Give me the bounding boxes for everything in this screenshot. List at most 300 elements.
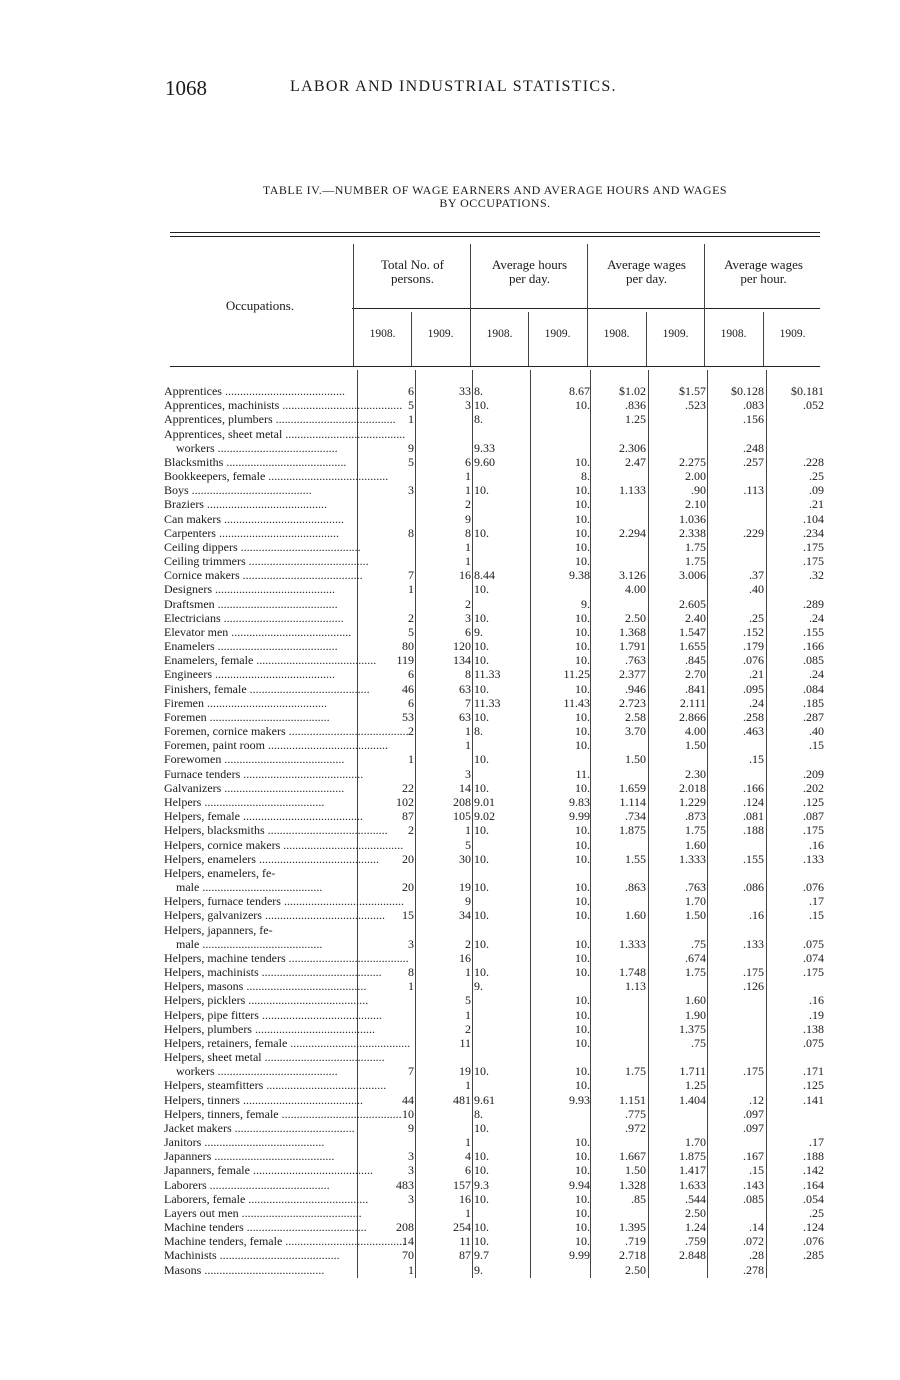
wages-hour-1908-cell: .072 (743, 1234, 764, 1249)
wages-day-1908-cell: 1.60 (625, 908, 646, 923)
table-row (164, 809, 826, 823)
table-row (164, 965, 826, 979)
year-header: 1908. (720, 328, 747, 340)
hours-1909-cell: 10. (575, 908, 590, 923)
persons-1909-cell: 2 (465, 596, 471, 611)
persons-1909-cell: 1 (465, 1007, 471, 1022)
wages-day-1908-cell: 1.13 (625, 979, 646, 994)
table-row (164, 483, 826, 497)
wages-day-1908-cell: 2.58 (625, 709, 646, 724)
wages-day-1908-cell: 2.306 (619, 440, 646, 455)
wages-day-1908-cell: 1.395 (619, 1220, 646, 1235)
wages-hour-1909-cell: .21 (809, 497, 824, 512)
occupation-cell: Firemen ........................................ (164, 695, 327, 710)
persons-1909-cell: 5 (465, 993, 471, 1008)
wages-hour-1909-cell: .285 (803, 1248, 824, 1263)
year-header: 1909. (779, 328, 806, 340)
persons-1909-cell: 1 (465, 483, 471, 498)
table-row (164, 526, 826, 540)
wages-day-1909-cell: 2.00 (685, 469, 706, 484)
wages-hour-1908-cell: .12 (749, 1092, 764, 1107)
wages-day-1909-cell: 1.75 (685, 554, 706, 569)
occupation-cell: Janitors ........................................ (164, 1135, 325, 1150)
hours-1908-cell: 10. (474, 1191, 489, 1206)
wages-hour-1908-cell: .28 (749, 1248, 764, 1263)
wages-hour-1909-cell: .125 (803, 1078, 824, 1093)
occupation-cell: Helpers, machine tenders ........................................ (164, 950, 409, 965)
wages-day-1909-cell: 1.633 (679, 1177, 706, 1192)
wages-day-1909-cell: 1.375 (679, 1021, 706, 1036)
persons-1909-cell: 2 (465, 936, 471, 951)
wages-day-1908-cell: 1.875 (619, 823, 646, 838)
hours-1909-cell: 10. (575, 738, 590, 753)
header-bottom-rule (170, 366, 820, 367)
hours-1909-cell: 9.94 (569, 1177, 590, 1192)
wages-hour-1909-cell: .175 (803, 965, 824, 980)
wages-day-1908-cell: 3.126 (619, 568, 646, 583)
hours-1908-cell: 9. (474, 1262, 483, 1277)
persons-1909-cell: 1 (465, 738, 471, 753)
occupation-cell: Carpenters ........................................ (164, 525, 339, 540)
wages-hour-1908-cell: .095 (743, 681, 764, 696)
wages-day-1908-cell: 1.328 (619, 1177, 646, 1192)
wages-day-1909-cell: 2.40 (685, 610, 706, 625)
occupation-cell: Helpers, blacksmiths ........................................ (164, 823, 388, 838)
header-line: Average wages (607, 257, 686, 272)
occupation-cell: Helpers, japanners, fe- (164, 922, 273, 937)
table-row (164, 611, 826, 625)
wages-hour-1909-cell: .142 (803, 1163, 824, 1178)
persons-1908-cell: 1 (408, 1262, 414, 1277)
persons-1908-cell: 22 (402, 780, 414, 795)
occupation-cell: Apprentices, plumbers ........................................ (164, 412, 396, 427)
occupation-cell: Helpers, pipe fitters ........................................ (164, 1007, 382, 1022)
top-rule (170, 232, 820, 233)
table-row (164, 696, 826, 710)
persons-1909-cell: 19 (459, 880, 471, 895)
wages-hour-1908-cell: .085 (743, 1191, 764, 1206)
table-row (164, 1206, 826, 1220)
header-line: Average wages (724, 257, 803, 272)
occupation-cell: Layers out men ........................................ (164, 1205, 362, 1220)
occupation-cell: Helpers, tinners ........................................ (164, 1092, 363, 1107)
occupations-header: Occupations. (225, 298, 295, 313)
persons-1908-cell: 3 (408, 1163, 414, 1178)
occupation-cell: Foremen ........................................ (164, 709, 330, 724)
persons-1909-cell: 5 (465, 837, 471, 852)
occupation-cell: Elevator men ........................................ (164, 624, 352, 639)
hours-1908-cell: 9.7 (474, 1248, 489, 1263)
table-row (164, 455, 826, 469)
persons-1908-cell: 1 (408, 752, 414, 767)
persons-1909-cell: 254 (453, 1220, 471, 1235)
wages-day-1909-cell: 1.60 (685, 993, 706, 1008)
page-number: 1068 (165, 76, 207, 100)
hours-1909-cell: 10. (575, 1035, 590, 1050)
occupation-cell: Blacksmiths ........................................ (164, 454, 347, 469)
hours-1908-cell: 10. (474, 1120, 489, 1135)
hours-1909-cell: 10. (575, 1078, 590, 1093)
table-row (164, 1178, 826, 1192)
persons-1909-cell: 3 (465, 398, 471, 413)
wages-hour-1909-cell: .133 (803, 851, 824, 866)
persons-1909-cell: 19 (459, 1064, 471, 1079)
hours-1909-cell: 10. (575, 1191, 590, 1206)
wages-hour-1909-cell: .185 (803, 695, 824, 710)
header-average-wages-hour (706, 258, 821, 286)
persons-1908-cell: 5 (408, 398, 414, 413)
hours-1909-cell: 10. (575, 1135, 590, 1150)
table-row (164, 554, 826, 568)
wages-hour-1909-cell: .09 (809, 483, 824, 498)
table-row (164, 838, 826, 852)
wages-hour-1909-cell: .138 (803, 1021, 824, 1036)
wages-day-1908-cell: .946 (625, 681, 646, 696)
persons-1908-cell: 3 (408, 483, 414, 498)
persons-1908-cell: 208 (396, 1220, 414, 1235)
occupation-cell: Laborers, female ........................................ (164, 1191, 369, 1206)
table-row (164, 979, 826, 993)
table-row (164, 1234, 826, 1248)
occupation-cell: Foremen, cornice makers ........................................ (164, 724, 409, 739)
table-row (164, 625, 826, 639)
occupation-cell: Helpers, tinners, female ........................................ (164, 1106, 402, 1121)
wages-hour-1909-cell: .287 (803, 709, 824, 724)
wages-hour-1908-cell: .21 (749, 667, 764, 682)
wages-day-1909-cell: 1.875 (679, 1149, 706, 1164)
wages-hour-1909-cell: .228 (803, 454, 824, 469)
hours-1909-cell: 8. (581, 469, 590, 484)
table-row (164, 894, 826, 908)
persons-1908-cell: 7 (408, 1064, 414, 1079)
wages-day-1908-cell: $1.02 (619, 384, 646, 398)
persons-1908-cell: 9 (408, 1120, 414, 1135)
occupation-cell: Galvanizers ........................................ (164, 780, 345, 795)
wages-hour-1909-cell: .155 (803, 624, 824, 639)
persons-1908-cell: 3 (408, 936, 414, 951)
hours-1909-cell: 10. (575, 511, 590, 526)
wages-hour-1909-cell: .24 (809, 610, 824, 625)
table-title-line-1: TABLE IV.—NUMBER OF WAGE EARNERS AND AVERAGE HOURS AND WAGES (262, 183, 728, 197)
wages-day-1909-cell: 2.10 (685, 497, 706, 512)
table-row (164, 752, 826, 766)
wages-hour-1908-cell: .081 (743, 809, 764, 824)
wages-hour-1909-cell: .075 (803, 936, 824, 951)
header-average-wages-day (589, 258, 704, 286)
persons-1909-cell: 11 (459, 1035, 471, 1050)
wages-day-1909-cell: $1.57 (679, 384, 706, 398)
occupation-cell: Bookkeepers, female ........................................ (164, 469, 389, 484)
wages-hour-1908-cell: .14 (749, 1220, 764, 1235)
hours-1908-cell: 10. (474, 1234, 489, 1249)
header-line: per hour. (740, 271, 787, 286)
wages-day-1908-cell: 1.791 (619, 639, 646, 654)
wages-hour-1909-cell: .188 (803, 1149, 824, 1164)
hours-1909-cell: 10. (575, 1149, 590, 1164)
wages-day-1908-cell: .836 (625, 398, 646, 413)
persons-1909-cell: 1 (465, 539, 471, 554)
wages-hour-1909-cell: .166 (803, 639, 824, 654)
persons-1909-cell: 2 (465, 497, 471, 512)
table-row (164, 653, 826, 667)
hours-1908-cell: 10. (474, 908, 489, 923)
wages-hour-1908-cell: .278 (743, 1262, 764, 1277)
persons-1909-cell: 16 (459, 950, 471, 965)
wages-day-1908-cell: 3.70 (625, 724, 646, 739)
running-title: LABOR AND INDUSTRIAL STATISTICS. (290, 78, 617, 95)
wages-day-1909-cell: 1.60 (685, 837, 706, 852)
occupation-cell: Helpers, sheet metal ........................................ (164, 1050, 385, 1065)
table-row (164, 667, 826, 681)
occupation-cell: Electricians ........................................ (164, 610, 344, 625)
wages-day-1909-cell: 1.547 (679, 624, 706, 639)
wages-day-1908-cell: 1.114 (619, 794, 646, 809)
table-row (164, 1022, 826, 1036)
table-row (164, 1050, 826, 1064)
wages-day-1908-cell: 1.133 (619, 483, 646, 498)
wages-hour-1908-cell: .126 (743, 979, 764, 994)
wages-hour-1908-cell: .16 (749, 908, 764, 923)
persons-1909-cell: 120 (453, 639, 471, 654)
table-row (164, 540, 826, 554)
occupation-cell: Japanners, female ........................................ (164, 1163, 373, 1178)
wages-day-1909-cell: 1.50 (685, 908, 706, 923)
hours-1909-cell: 10. (575, 880, 590, 895)
persons-1908-cell: 1 (408, 582, 414, 597)
hours-1908-cell: 9.02 (474, 809, 495, 824)
persons-1908-cell: 15 (402, 908, 414, 923)
persons-1908-cell: 80 (402, 639, 414, 654)
header-line: per day. (625, 271, 668, 286)
hours-1908-cell: 11.33 (474, 695, 501, 710)
wages-day-1909-cell: 1.75 (685, 965, 706, 980)
year-header: 1909. (544, 328, 571, 340)
wages-hour-1908-cell: .156 (743, 412, 764, 427)
table-row (164, 852, 826, 866)
wages-hour-1908-cell: .124 (743, 794, 764, 809)
occupation-cell: Enamelers ........................................ (164, 639, 338, 654)
hours-1909-cell: 9.99 (569, 1248, 590, 1263)
persons-1909-cell: 134 (453, 653, 471, 668)
hours-1908-cell: 10. (474, 1064, 489, 1079)
hours-1909-cell: 11.43 (563, 695, 590, 710)
hours-1909-cell: 10. (575, 610, 590, 625)
table-row (164, 682, 826, 696)
wages-hour-1908-cell: .40 (749, 582, 764, 597)
year-header: 1908. (486, 328, 513, 340)
hours-1908-cell: 10. (474, 398, 489, 413)
wages-hour-1909-cell: .175 (803, 539, 824, 554)
persons-1909-cell: 8 (465, 667, 471, 682)
occupation-cell: Apprentices ........................................ (164, 384, 345, 398)
hours-1908-cell: 11.33 (474, 667, 501, 682)
year-header: 1908. (603, 328, 630, 340)
wages-hour-1909-cell: .202 (803, 780, 824, 795)
table-row (164, 866, 826, 880)
wages-hour-1909-cell: .054 (803, 1191, 824, 1206)
persons-1908-cell: 20 (402, 880, 414, 895)
table-row (164, 582, 826, 596)
persons-1909-cell: 4 (465, 1149, 471, 1164)
wages-day-1909-cell: 2.50 (685, 1205, 706, 1220)
persons-1909-cell: 208 (453, 794, 471, 809)
hours-1908-cell: 8. (474, 724, 483, 739)
occupation-cell: Apprentices, machinists ........................................ (164, 398, 403, 413)
persons-1908-cell: 5 (408, 454, 414, 469)
table-row (164, 1107, 826, 1121)
col-divider (353, 244, 354, 366)
occupation-cell: Masons ........................................ (164, 1262, 325, 1277)
wages-day-1909-cell: .759 (685, 1234, 706, 1249)
wages-hour-1908-cell: .143 (743, 1177, 764, 1192)
table-row (164, 1192, 826, 1206)
occupation-cell: Laborers ........................................ (164, 1177, 330, 1192)
wages-day-1908-cell: 2.294 (619, 525, 646, 540)
wages-day-1908-cell: 2.718 (619, 1248, 646, 1263)
wages-hour-1909-cell: .087 (803, 809, 824, 824)
persons-1909-cell: 3 (465, 766, 471, 781)
hours-1908-cell: 9.60 (474, 454, 495, 469)
persons-1908-cell: 3 (408, 1191, 414, 1206)
wages-day-1908-cell: .85 (631, 1191, 646, 1206)
persons-1909-cell: 1 (465, 554, 471, 569)
hours-1909-cell: 9.83 (569, 794, 590, 809)
wages-hour-1908-cell: $0.128 (731, 384, 764, 398)
wages-hour-1908-cell: .229 (743, 525, 764, 540)
occupation-cell: Furnace tenders ........................................ (164, 766, 364, 781)
wages-hour-1908-cell: .175 (743, 965, 764, 980)
hours-1909-cell: 10. (575, 1021, 590, 1036)
wages-day-1909-cell: .841 (685, 681, 706, 696)
wages-hour-1908-cell: .166 (743, 780, 764, 795)
header-average-hours (472, 258, 587, 286)
wages-hour-1909-cell: $0.181 (791, 384, 824, 398)
occupation-cell: Helpers, masons ........................................ (164, 979, 367, 994)
hours-1909-cell: 9.93 (569, 1092, 590, 1107)
wages-hour-1908-cell: .155 (743, 851, 764, 866)
occupation-cell: Machine tenders, female ........................................ (164, 1234, 406, 1249)
wages-day-1909-cell: 1.70 (685, 894, 706, 909)
hours-1909-cell: 10. (575, 624, 590, 639)
hours-1908-cell: 10. (474, 639, 489, 654)
persons-1909-cell: 9 (465, 894, 471, 909)
wages-day-1908-cell: 1.659 (619, 780, 646, 795)
wages-day-1909-cell: 1.036 (679, 511, 706, 526)
table-row (164, 1064, 826, 1078)
persons-1908-cell: 10 (402, 1106, 414, 1121)
col-divider (587, 244, 588, 366)
wages-hour-1909-cell: .171 (803, 1064, 824, 1079)
hours-1909-cell: 10. (575, 894, 590, 909)
persons-1909-cell: 30 (459, 851, 471, 866)
occupation-cell: Helpers, machinists ........................................ (164, 965, 382, 980)
header-line: persons. (391, 271, 434, 286)
top-rule-double (170, 236, 820, 237)
wages-day-1909-cell: .544 (685, 1191, 706, 1206)
occupation-cell: Enamelers, female ........................................ (164, 653, 377, 668)
persons-1909-cell: 1 (465, 965, 471, 980)
table-body (164, 384, 826, 1277)
wages-hour-1908-cell: .179 (743, 639, 764, 654)
occupation-cell: Boys ........................................ (164, 483, 312, 498)
table-row (164, 1135, 826, 1149)
hours-1908-cell: 10. (474, 1149, 489, 1164)
hours-1909-cell: 9.38 (569, 568, 590, 583)
wages-hour-1908-cell: .175 (743, 1064, 764, 1079)
hours-1909-cell: 11. (575, 766, 590, 781)
group-header-rule (352, 308, 820, 309)
persons-1909-cell: 34 (459, 908, 471, 923)
hours-1909-cell: 10. (575, 525, 590, 540)
occupation-cell: Helpers, enamelers ........................................ (164, 851, 379, 866)
persons-1908-cell: 46 (402, 681, 414, 696)
wages-hour-1909-cell: .40 (809, 724, 824, 739)
hours-1909-cell: 10. (575, 398, 590, 413)
wages-hour-1908-cell: .097 (743, 1106, 764, 1121)
wages-hour-1909-cell: .175 (803, 554, 824, 569)
wages-day-1909-cell: .845 (685, 653, 706, 668)
persons-1909-cell: 1 (465, 1205, 471, 1220)
wages-day-1908-cell: 1.667 (619, 1149, 646, 1164)
persons-1909-cell: 87 (459, 1248, 471, 1263)
wages-day-1909-cell: .90 (691, 483, 706, 498)
occupation-cell: Helpers, galvanizers ........................................ (164, 908, 385, 923)
hours-1908-cell: 9.61 (474, 1092, 495, 1107)
hours-1909-cell: 10. (575, 681, 590, 696)
wages-day-1908-cell: 1.50 (625, 752, 646, 767)
wages-day-1908-cell: 1.368 (619, 624, 646, 639)
occupation-cell: Helpers, furnace tenders ........................................ (164, 894, 404, 909)
hours-1908-cell: 8. (474, 412, 483, 427)
occupation-cell: Helpers, plumbers ........................................ (164, 1021, 375, 1036)
wages-day-1909-cell: 1.90 (685, 1007, 706, 1022)
hours-1909-cell: 10. (575, 993, 590, 1008)
wages-hour-1909-cell: .16 (809, 837, 824, 852)
persons-1909-cell: 1 (465, 469, 471, 484)
table-row (164, 937, 826, 951)
persons-1908-cell: 2 (408, 823, 414, 838)
occupation-cell: workers ........................................ (164, 440, 338, 455)
wages-day-1909-cell: .75 (691, 1035, 706, 1050)
occupation-cell: Apprentices, sheet metal ........................................ (164, 426, 406, 441)
wages-day-1909-cell: 1.25 (685, 1078, 706, 1093)
hours-1908-cell: 10. (474, 936, 489, 951)
table-row (164, 823, 826, 837)
occupation-cell: Jacket makers ........................................ (164, 1120, 355, 1135)
wages-hour-1908-cell: .076 (743, 653, 764, 668)
hours-1909-cell: 10. (575, 454, 590, 469)
year-header: 1909. (427, 328, 454, 340)
persons-1909-cell: 11 (459, 1234, 471, 1249)
wages-hour-1909-cell: .141 (803, 1092, 824, 1107)
wages-hour-1909-cell: .17 (809, 1135, 824, 1150)
persons-1909-cell: 6 (465, 454, 471, 469)
table-row (164, 412, 826, 426)
wages-day-1909-cell: 2.018 (679, 780, 706, 795)
header-line: Total No. of (381, 257, 444, 272)
hours-1909-cell: 10. (575, 653, 590, 668)
wages-day-1908-cell: .734 (625, 809, 646, 824)
persons-1908-cell: 119 (396, 653, 414, 668)
hours-1908-cell: 10. (474, 1220, 489, 1235)
hours-1908-cell: 10. (474, 965, 489, 980)
occupation-cell: Helpers, cornice makers ........................................ (164, 837, 404, 852)
hours-1909-cell: 10. (575, 1220, 590, 1235)
occupation-cell: Can makers ........................................ (164, 511, 344, 526)
wages-day-1908-cell: 2.50 (625, 1262, 646, 1277)
hours-1909-cell: 9.99 (569, 809, 590, 824)
wages-hour-1909-cell: .076 (803, 880, 824, 895)
